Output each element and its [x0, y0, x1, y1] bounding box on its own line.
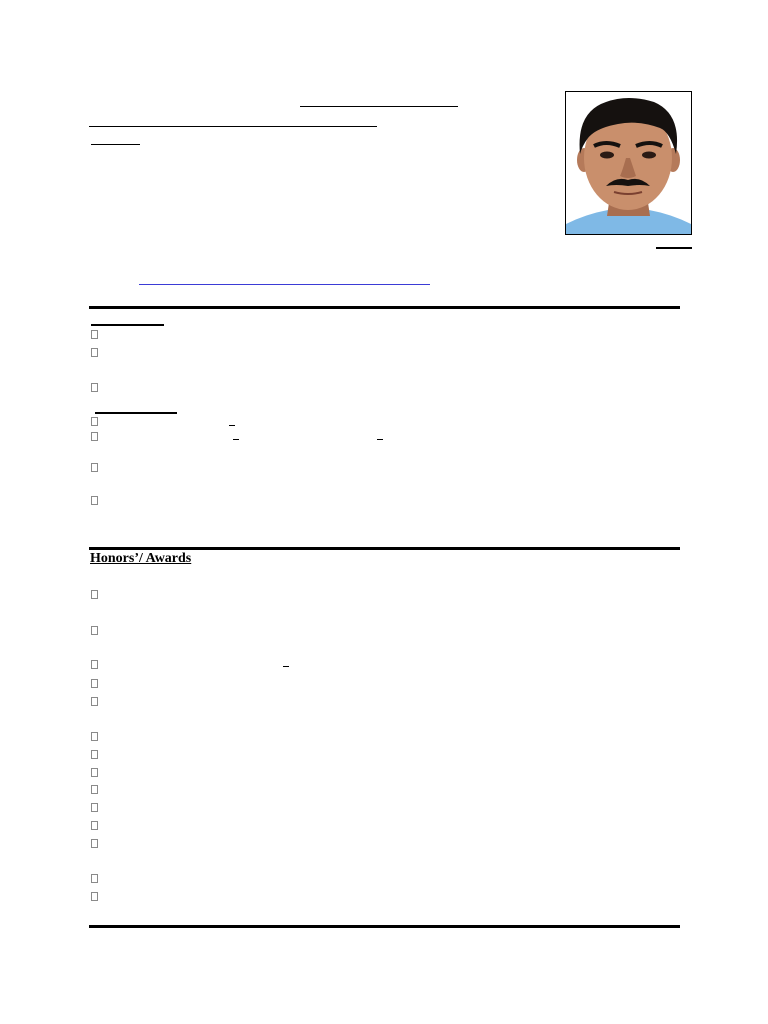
- honors-awards-heading: Honors’/ Awards: [90, 551, 192, 566]
- bullet-icon: [91, 626, 98, 635]
- dash-mark: [233, 439, 239, 440]
- bullet-icon: [91, 660, 98, 669]
- header-underline-short: [91, 144, 140, 145]
- bullet-icon: [91, 785, 98, 794]
- bullet-icon: [91, 874, 98, 883]
- header-underline-title: [300, 106, 458, 107]
- header-underline-subtitle: [89, 126, 377, 127]
- bullet-icon: [91, 463, 98, 472]
- bullet-icon: [91, 768, 98, 777]
- bullet-icon: [91, 417, 98, 426]
- section-divider: [89, 925, 680, 928]
- bullet-icon: [91, 750, 98, 759]
- profile-photo-icon: [566, 92, 691, 234]
- bullet-icon: [91, 330, 98, 339]
- section-heading-underline: [95, 412, 177, 414]
- bullet-icon: [91, 679, 98, 688]
- photo-caption-underline: [656, 247, 692, 249]
- bullet-icon: [91, 732, 98, 741]
- contact-link-underline-2[interactable]: [296, 284, 430, 285]
- profile-photo: [565, 91, 692, 235]
- section-divider: [89, 306, 680, 309]
- bullet-icon: [91, 496, 98, 505]
- bullet-icon: [91, 892, 98, 901]
- dash-mark: [377, 439, 383, 440]
- bullet-icon: [91, 839, 98, 848]
- bullet-icon: [91, 821, 98, 830]
- bullet-icon: [91, 383, 98, 392]
- bullet-icon: [91, 432, 98, 441]
- bullet-icon: [91, 803, 98, 812]
- dash-mark: [283, 666, 289, 667]
- bullet-icon: [91, 697, 98, 706]
- dash-mark: [229, 425, 235, 426]
- contact-link-underline[interactable]: [139, 284, 296, 285]
- section-heading-underline: [91, 324, 164, 326]
- bullet-icon: [91, 590, 98, 599]
- bullet-icon: [91, 348, 98, 357]
